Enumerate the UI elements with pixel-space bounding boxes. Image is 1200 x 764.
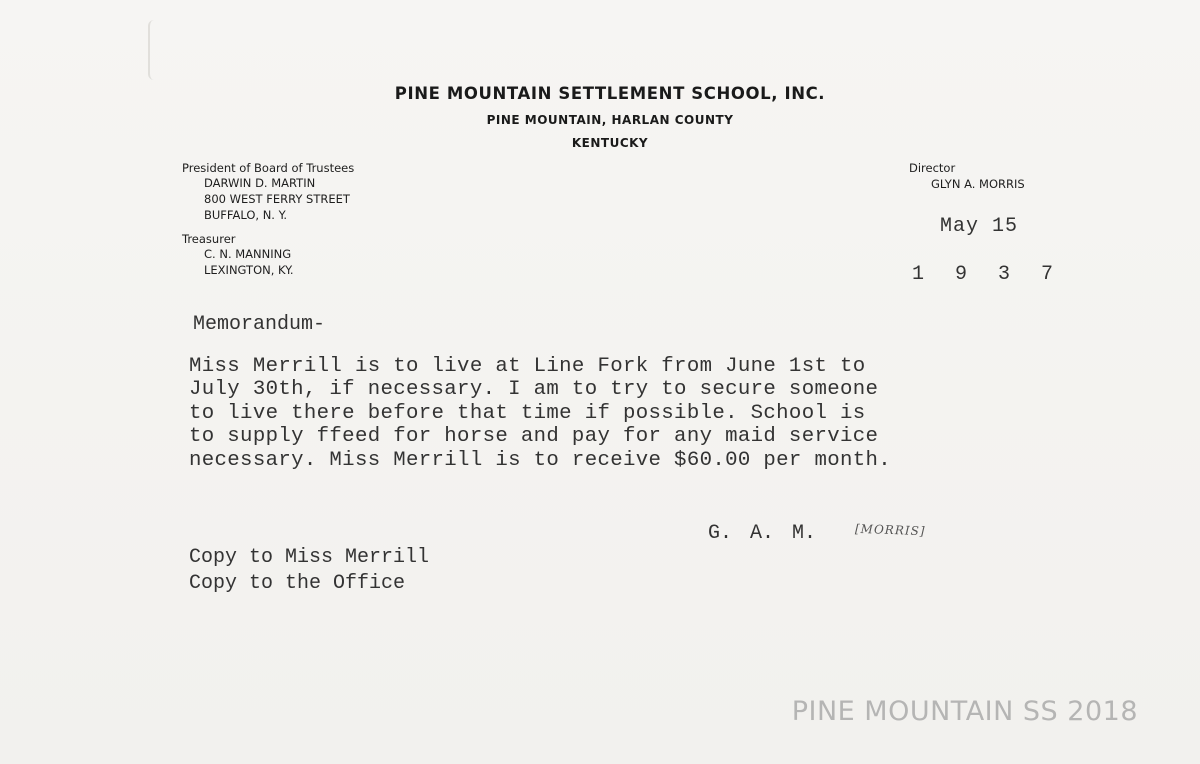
letterhead-state: KENTUCKY: [571, 136, 649, 150]
handwritten-name-note: [MORRIS]: [854, 521, 926, 539]
treasurer-title: Treasurer: [182, 232, 236, 246]
year-digit: 1: [912, 263, 925, 286]
year-digit: 3: [998, 263, 1011, 286]
treasurer-name: C. N. MANNING: [204, 247, 292, 261]
memo-line: necessary. Miss Merrill is to receive $60.00 per month.: [189, 448, 892, 472]
signature-initials: G. A. M.: [708, 522, 817, 545]
memo-line: to supply ffeed for horse and pay for any maid service: [189, 425, 879, 449]
letterhead-address: PINE MOUNTAIN, HARLAN COUNTY: [486, 113, 734, 127]
watermark: PINE MOUNTAIN SS 2018: [791, 696, 1138, 727]
staple-mark: [148, 20, 164, 80]
date-month-day: May 15: [940, 215, 1019, 238]
treasurer-city: LEXINGTON, KY.: [204, 263, 294, 277]
letterhead-organization: PINE MOUNTAIN SETTLEMENT SCHOOL, INC.: [394, 84, 826, 103]
memo-line: to live there before that time if possible. School is: [189, 401, 866, 425]
president-street: 800 WEST FERRY STREET: [204, 192, 350, 206]
memo-body: [189, 355, 891, 472]
president-city: BUFFALO, N. Y.: [204, 208, 287, 222]
year-digit: 9: [955, 263, 968, 286]
copy-line: Copy to the Office: [189, 572, 406, 595]
date-year: [912, 263, 1084, 286]
president-name: DARWIN D. MARTIN: [204, 176, 316, 190]
memo-line: July 30th, if necessary. I am to try to secure someone: [189, 378, 879, 402]
memo-heading: Memorandum-: [193, 313, 326, 336]
director-name: GLYN A. MORRIS: [931, 177, 1025, 191]
memo-line: Miss Merrill is to live at Line Fork from June 1st to: [189, 355, 866, 378]
copy-line: Copy to Miss Merrill: [189, 546, 430, 569]
year-digit: 7: [1041, 263, 1054, 286]
president-title: President of Board of Trustees: [182, 161, 355, 175]
copy-list: [189, 545, 429, 597]
director-title: Director: [909, 161, 956, 175]
